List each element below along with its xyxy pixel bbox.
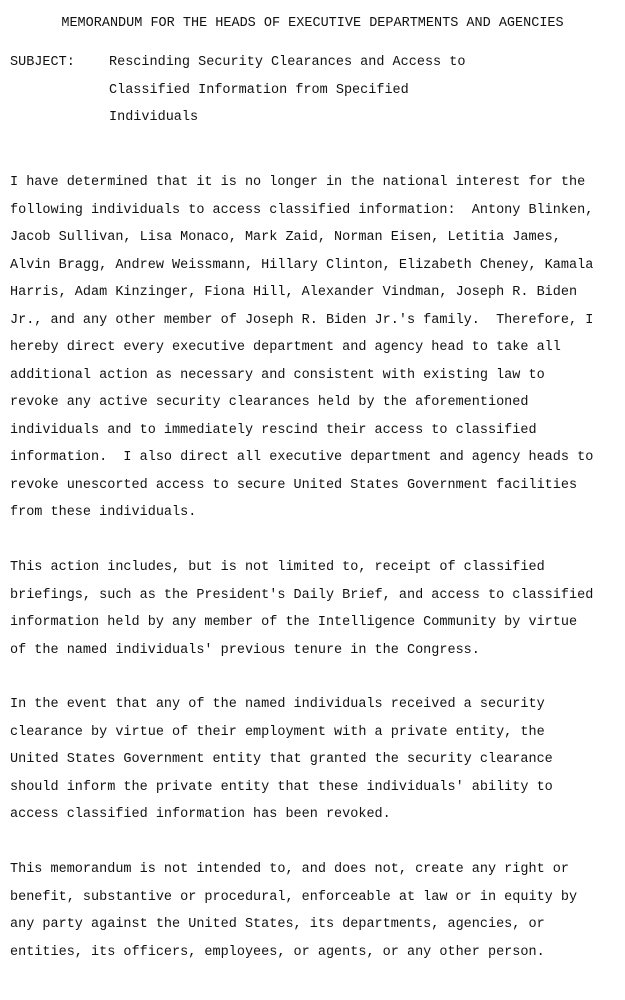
text-line: hereby direct every executive department and agency head to take all [10, 340, 561, 355]
text-line: additional action as necessary and consistent with existing law to [10, 367, 545, 383]
text-line: briefings, such as the President's Daily Brief, and access to classified [10, 587, 594, 603]
text-line: revoke unescorted access to secure United States Government facilities [10, 477, 578, 493]
text-line: Harris, Adam Kinzinger, Fiona Hill, Alexander Vindman, Joseph R. Biden [10, 285, 578, 300]
paragraph-scope [10, 559, 593, 669]
text-line: clearance by virtue of their employment with a private entity, the [10, 724, 545, 740]
paragraph-determination [10, 174, 593, 532]
text-line: any party against the United States, its departments, agencies, or [10, 917, 545, 932]
paragraph-general-provisions [10, 861, 577, 971]
text-line: from these individuals. [10, 505, 197, 520]
text-line: Jacob Sullivan, Lisa Monaco, Mark Zaid, Norman Eisen, Letitia James, [10, 230, 561, 245]
text-line: should inform the private entity that these individuals' ability to [10, 779, 553, 795]
memo-title: MEMORANDUM FOR THE HEADS OF EXECUTIVE DEPARTMENTS AND AGENCIES [61, 16, 564, 31]
text-line: information. I also direct all executive department and agency heads to [10, 450, 594, 465]
paragraph-private-entity [10, 696, 553, 834]
text-line: entities, its officers, employees, or agents, or any other person. [10, 944, 545, 960]
text-line: benefit, substantive or procedural, enforceable at law or in equity by [10, 889, 578, 905]
text-line: This memorandum is not intended to, and does not, create any right or [10, 862, 569, 877]
subject-line: Rescinding Security Clearances and Access to [109, 55, 466, 70]
subject-line: Individuals [109, 110, 199, 125]
text-line: I have determined that it is no longer in the national interest for the [10, 175, 586, 190]
text-line: In the event that any of the named individuals received a security [10, 697, 545, 712]
text-line: information held by any member of the Intelligence Community by virtue [10, 615, 578, 630]
subject-label: SUBJECT: [10, 55, 75, 70]
text-line: of the named individuals' previous tenure in the Congress. [10, 642, 480, 658]
text-line: following individuals to access classified information: Antony Blinken, [10, 202, 594, 218]
text-line: United States Government entity that granted the security clearance [10, 752, 553, 767]
text-line: This action includes, but is not limited to, receipt of classified [10, 560, 545, 575]
text-line: Alvin Bragg, Andrew Weissmann, Hillary Clinton, Elizabeth Cheney, Kamala [10, 257, 594, 273]
text-line: revoke any active security clearances held by the aforementioned [10, 395, 529, 410]
text-line: access classified information has been revoked. [10, 807, 391, 822]
text-line: individuals and to immediately rescind their access to classified [10, 422, 537, 438]
subject-text [109, 54, 465, 137]
subject-line: Classified Information from Specified [109, 82, 409, 98]
text-line: Jr., and any other member of Joseph R. Biden Jr.'s family. Therefore, I [10, 312, 594, 328]
